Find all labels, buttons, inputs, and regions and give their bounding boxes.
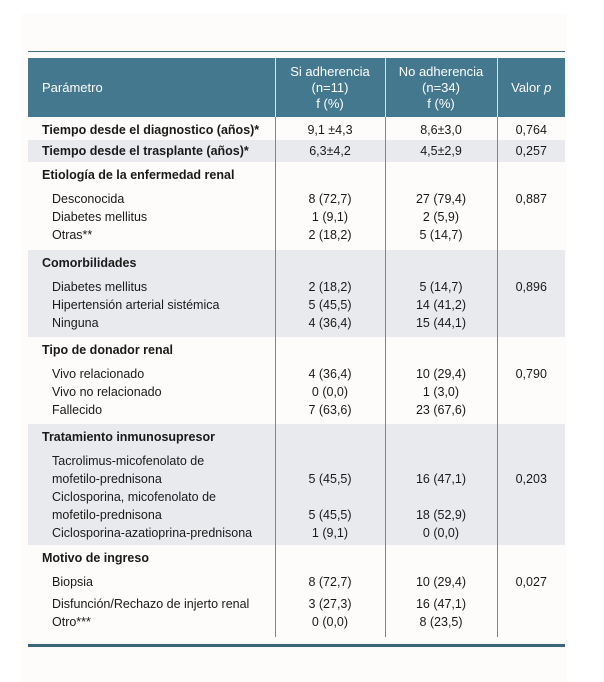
value-si: 3 (27,3) xyxy=(308,597,352,611)
cell-label xyxy=(28,250,275,337)
value-si: 8 (72,7) xyxy=(308,575,352,589)
value-si: 6,3±4,2 xyxy=(309,144,351,158)
value-si: 9,1 ±4,3 xyxy=(307,123,353,137)
item-label: Desconocida xyxy=(52,192,125,206)
row-label: Tiempo desde el diagnostico (años)* xyxy=(42,123,260,137)
item-label: Ciclosporina, micofenolato de xyxy=(52,490,216,504)
header-no-title: No adherencia xyxy=(398,63,484,79)
value-no: 5 (14,7) xyxy=(419,280,463,294)
value-no: 23 (67,6) xyxy=(415,403,467,417)
value-si: 5 (45,5) xyxy=(308,298,352,312)
cell-no xyxy=(385,140,497,162)
cell-si xyxy=(275,250,385,337)
value-si: 4 (36,4) xyxy=(308,316,352,330)
value-no: 0 (0,0) xyxy=(422,526,460,540)
header-valor-label: Valor xyxy=(511,79,545,95)
cell-p xyxy=(497,140,565,162)
value-no: 2 (5,9) xyxy=(422,210,460,224)
value-p: 0,887 xyxy=(515,192,547,206)
header-no-unit: f (%) xyxy=(427,95,455,111)
item-label: Vivo no relacionado xyxy=(52,385,162,399)
cell-p xyxy=(497,117,565,140)
header-p-italic: p xyxy=(544,79,552,95)
item-label: Biopsia xyxy=(52,575,93,589)
value-si: 7 (63,6) xyxy=(308,403,352,417)
item-label: Diabetes mellitus xyxy=(52,210,148,224)
header-no-adherencia xyxy=(385,58,497,117)
value-no: 27 (79,4) xyxy=(415,192,467,206)
cell-label xyxy=(28,337,275,424)
value-p: 0,790 xyxy=(515,367,547,381)
group-label: Comorbilidades xyxy=(42,256,137,270)
value-si: 5 (45,5) xyxy=(308,472,352,486)
cell-label xyxy=(28,545,275,637)
value-p: 0,027 xyxy=(515,575,547,589)
row-label: Tiempo desde el trasplante (años)* xyxy=(42,144,249,158)
item-label: Diabetes mellitus xyxy=(52,280,148,294)
value-si: 0 (0,0) xyxy=(311,615,349,629)
cell-si xyxy=(275,162,385,250)
value-no: 8 (23,5) xyxy=(419,615,463,629)
group-label: Tipo de donador renal xyxy=(42,343,174,357)
item-label: Hipertensión arterial sistémica xyxy=(52,298,220,312)
row-tiempo-trasplante xyxy=(28,140,565,162)
header-si-title: Si adherencia xyxy=(290,63,370,79)
value-no: 10 (29,4) xyxy=(415,367,467,381)
item-label: Otras** xyxy=(52,228,93,242)
header-si-adherencia xyxy=(275,58,385,117)
cell-p xyxy=(497,162,565,250)
value-p: 0,203 xyxy=(515,472,547,486)
table-bottom-rule xyxy=(28,644,565,647)
item-label: Tacrolimus-micofenolato de xyxy=(52,454,205,468)
value-si: 1 (9,1) xyxy=(311,526,349,540)
value-no: 14 (41,2) xyxy=(415,298,467,312)
group-label: Motivo de ingreso xyxy=(42,551,149,565)
cell-p xyxy=(497,424,565,545)
cell-si xyxy=(275,545,385,637)
header-valor-p xyxy=(497,58,565,117)
item-label-cont: mofetilo-prednisona xyxy=(52,508,162,522)
header-parametro: Parámetro xyxy=(28,58,275,117)
cell-no xyxy=(385,424,497,545)
value-si: 4 (36,4) xyxy=(308,367,352,381)
cell-si xyxy=(275,117,385,140)
value-si: 8 (72,7) xyxy=(308,192,352,206)
header-si-unit: f (%) xyxy=(316,95,344,111)
row-tiempo-diagnostico xyxy=(28,117,565,140)
cell-no xyxy=(385,545,497,637)
value-si: 2 (18,2) xyxy=(308,228,352,242)
row-tratamiento xyxy=(28,424,565,545)
cell-label xyxy=(28,140,275,162)
item-label: Ninguna xyxy=(52,316,99,330)
item-label: Fallecido xyxy=(52,403,103,417)
item-label: Otro*** xyxy=(52,615,91,629)
header-no-n: (n=34) xyxy=(422,79,460,95)
value-p: 0,896 xyxy=(515,280,547,294)
cell-si xyxy=(275,337,385,424)
cell-label xyxy=(28,424,275,545)
value-no: 5 (14,7) xyxy=(419,228,463,242)
cell-label xyxy=(28,117,275,140)
cell-p xyxy=(497,545,565,637)
value-si: 2 (18,2) xyxy=(308,280,352,294)
item-label: Disfunción/Rechazo de injerto renal xyxy=(52,597,250,611)
table-top-rule xyxy=(28,51,565,52)
item-label: Vivo relacionado xyxy=(52,367,145,381)
cell-label xyxy=(28,162,275,250)
row-motivo xyxy=(28,545,565,637)
group-label: Etiología de la enfermedad renal xyxy=(42,168,235,182)
row-etiologia xyxy=(28,162,565,250)
value-no: 10 (29,4) xyxy=(415,575,467,589)
cell-no xyxy=(385,337,497,424)
adherence-table xyxy=(28,58,565,637)
item-label: Ciclosporina-azatioprina-prednisona xyxy=(52,526,253,540)
group-label: Tratamiento inmunosupresor xyxy=(42,430,215,444)
cell-no xyxy=(385,162,497,250)
value-p: 0,764 xyxy=(515,123,547,137)
value-no: 1 (3,0) xyxy=(422,385,460,399)
cell-si xyxy=(275,140,385,162)
row-donador xyxy=(28,337,565,424)
cell-si xyxy=(275,424,385,545)
header-row xyxy=(28,58,565,117)
value-no: 8,6±3,0 xyxy=(420,123,462,137)
value-p: 0,257 xyxy=(515,144,547,158)
value-si: 0 (0,0) xyxy=(311,385,349,399)
row-comorbilidades xyxy=(28,250,565,337)
value-no: 15 (44,1) xyxy=(415,316,467,330)
header-si-n: (n=11) xyxy=(311,79,349,95)
cell-no xyxy=(385,250,497,337)
value-si: 5 (45,5) xyxy=(308,508,352,522)
value-no: 16 (47,1) xyxy=(415,597,467,611)
cell-p xyxy=(497,337,565,424)
value-no: 16 (47,1) xyxy=(415,472,467,486)
cell-no xyxy=(385,117,497,140)
value-no: 18 (52,9) xyxy=(415,508,467,522)
value-no: 4,5±2,9 xyxy=(420,144,462,158)
item-label-cont: mofetilo-prednisona xyxy=(52,472,162,486)
cell-p xyxy=(497,250,565,337)
value-si: 1 (9,1) xyxy=(311,210,349,224)
